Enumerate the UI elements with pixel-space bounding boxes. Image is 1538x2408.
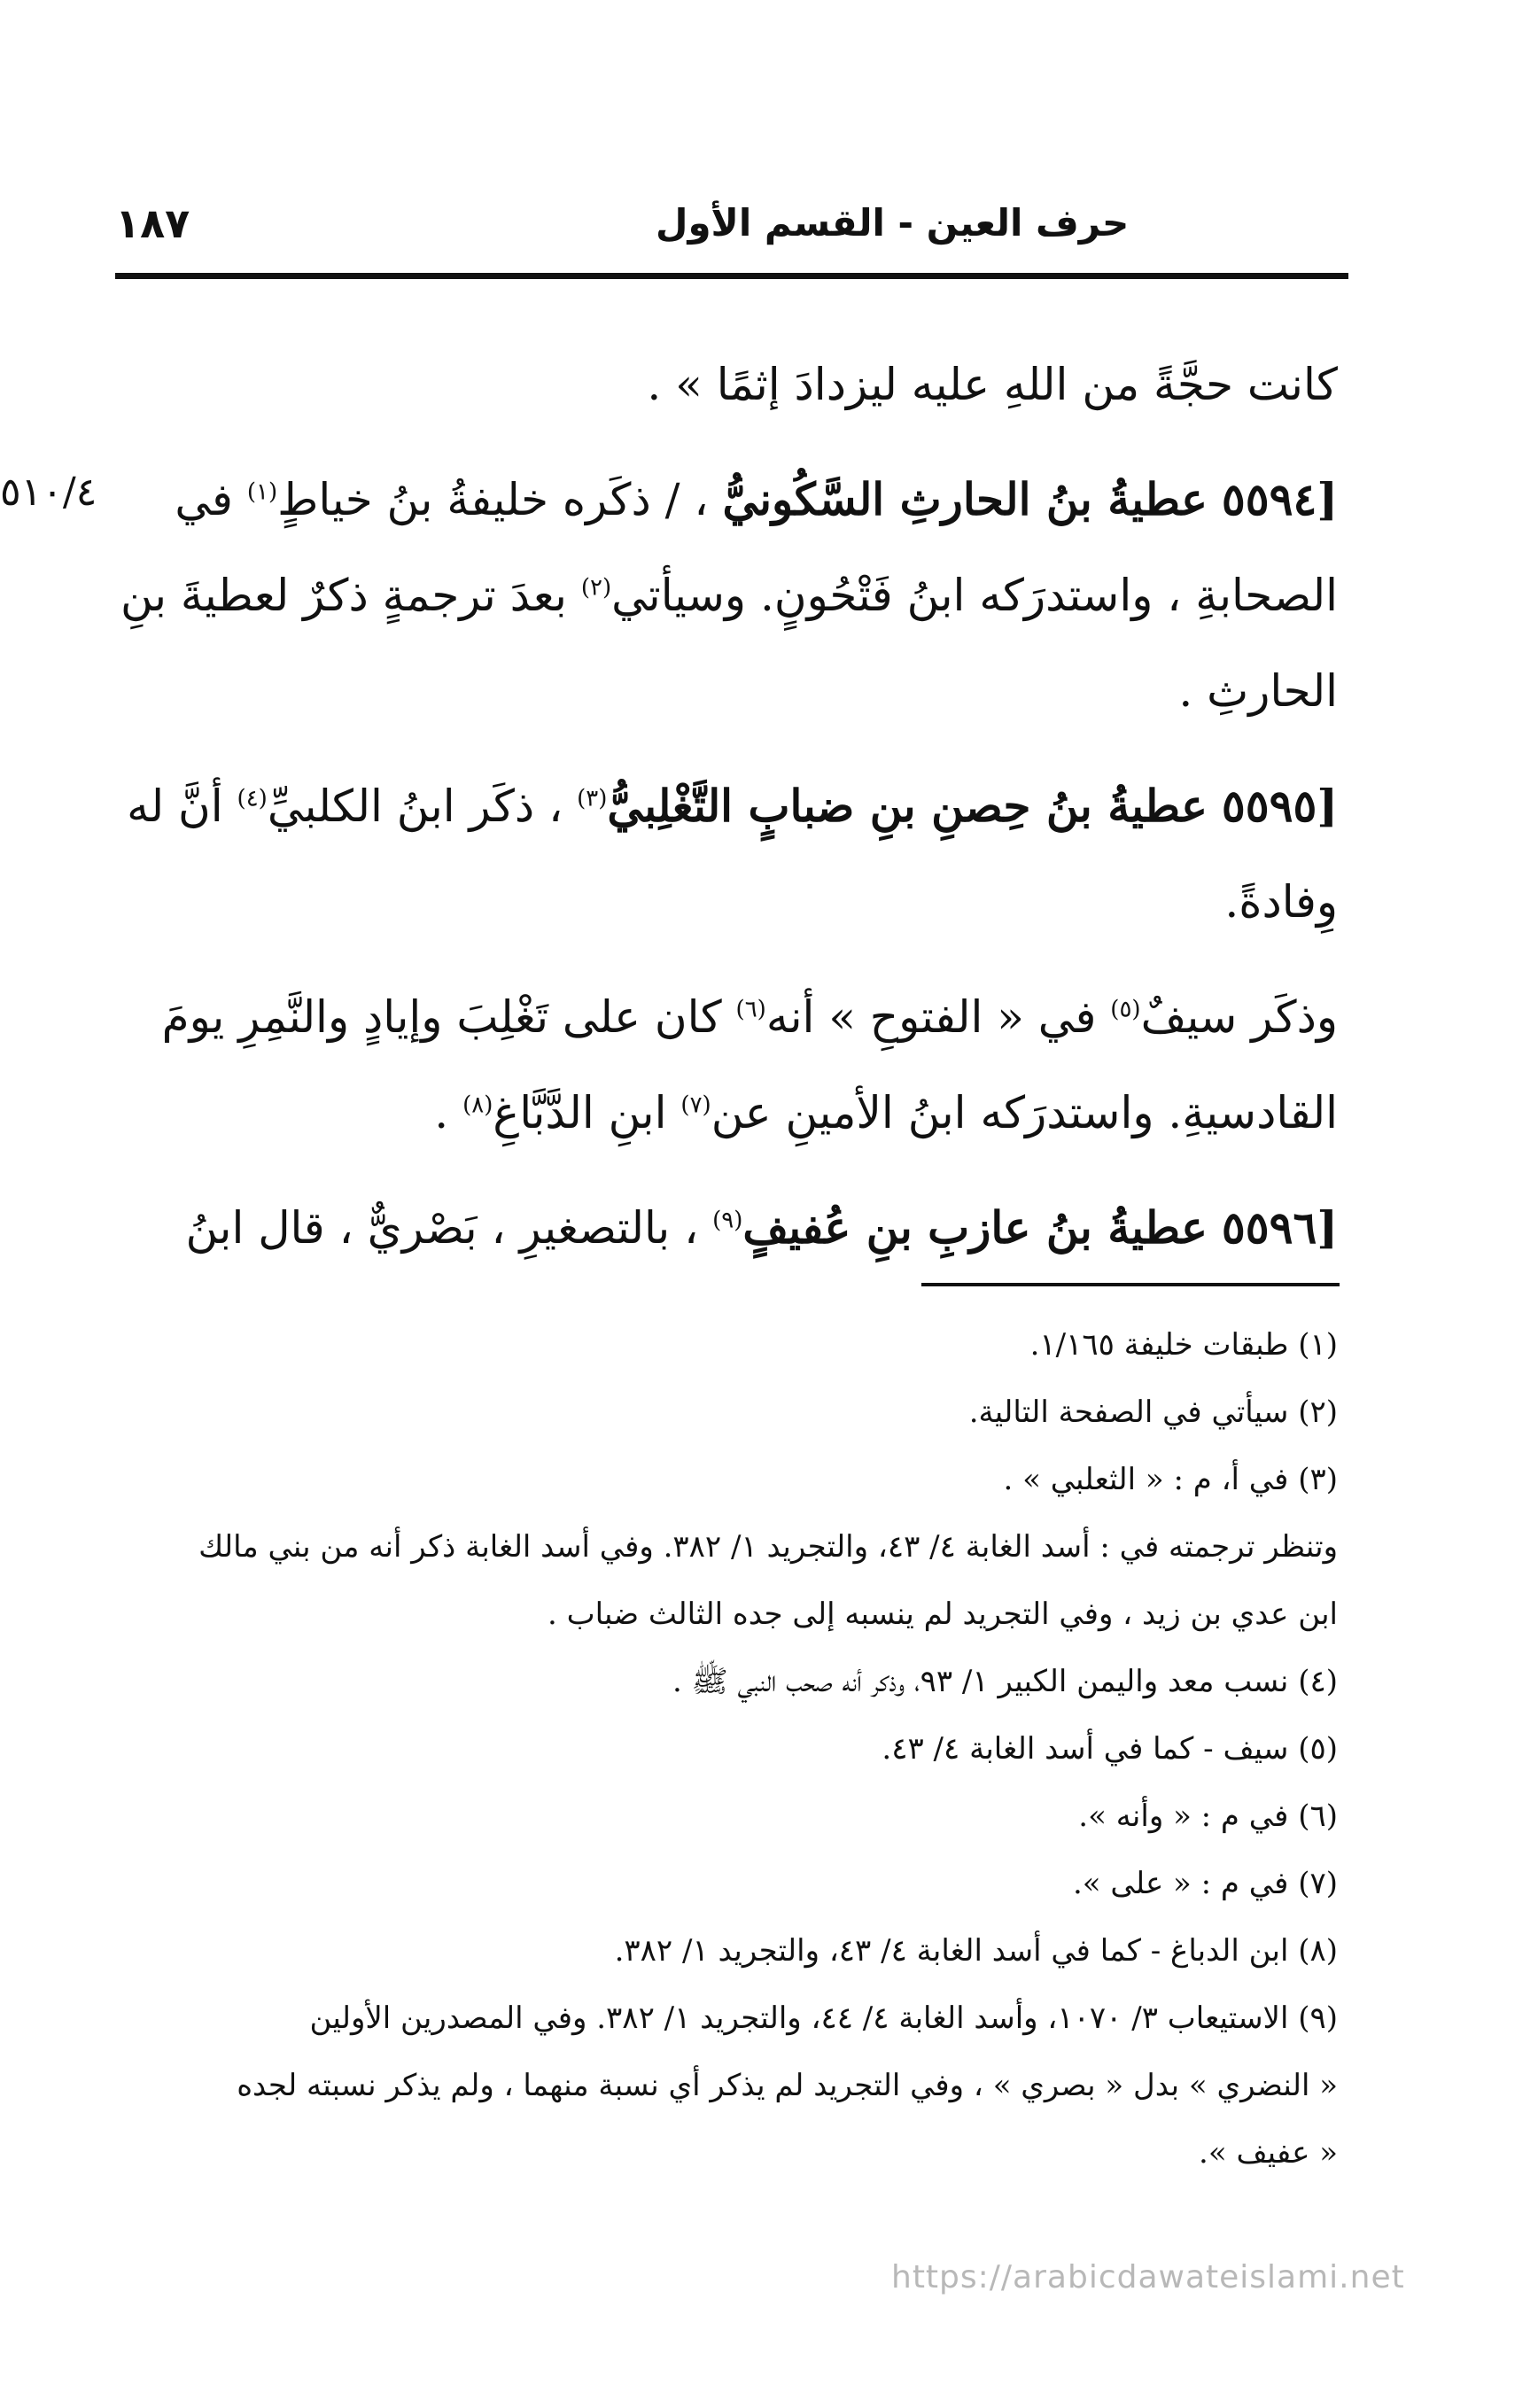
paragraph-line-1: وذكَر سيفٌ$^{(٥)}$ في « الفتوحِ » أنه$^{(٦)}$ كان على تَغْلِبَ وإيادٍ والنَّمِرِ يومَ (161, 991, 1338, 1043)
margin-reference: ٥١٠/٤ (0, 470, 97, 515)
footnote-3: (٣) في أ، م : « الثعلبي » . (1003, 1462, 1338, 1497)
footnote-5: (٥) سيف - كما في أسد الغابة ٤/ ٤٣. (882, 1731, 1338, 1767)
footnote-marker[interactable]: (٢) (580, 574, 612, 602)
entry-5594-line-1: [٥٥٩٤ عطيةُ بنُ الحارثِ السَّكُونيُّ ، / ذكَره خليفةُ بنُ خياطٍ$^{(١)}$ في (175, 473, 1338, 525)
page-header (115, 199, 1347, 252)
main-text (115, 337, 1338, 1276)
paragraph-line-2: القادسيةِ. واستدرَكه ابنُ الأمينِ عن$^{(٧)}$ ابنِ الدَّبَّاغِ$^{(٨)}$ . (434, 1087, 1338, 1138)
footnote-marker[interactable]: (٥) (1110, 996, 1141, 1023)
footnote-3-continued: وتنظر ترجمته في : أسد الغابة ٤/ ٤٣، والتجريد ١/ ٣٨٢. وفي أسد الغابة ذكر أنه من بني مالك (198, 1529, 1338, 1565)
footnote-9-continued: « النضري » بدل « بصري » ، وفي التجريد لم يذكر أي نسبة منهما ، ولم يذكر نسبته لجده (237, 2068, 1338, 2103)
footnote-marker[interactable]: (٦) (735, 996, 766, 1023)
entry-name: عطيةُ بنُ الحارثِ السَّكُونيُّ (722, 473, 1208, 525)
footnote-marker[interactable]: (٨) (462, 1091, 493, 1119)
footnote-separator (921, 1283, 1340, 1286)
entry-5594-line-3: الحارثِ . (1178, 665, 1338, 717)
entry-number: [٥٥٩٤ (1221, 473, 1338, 525)
footnote-3-continued: ابن عدي بن زيد ، وفي التجريد لم ينسبه إلى جده الثالث ضباب . (547, 1596, 1338, 1632)
watermark-url: https://arabicdawateislami.net (891, 2259, 1405, 2295)
entry-5595-line-1: [٥٥٩٥ عطيةُ بنُ حِصنِ بنِ ضبابٍ التَّغْلِبيُّ$^{(٣)}$ ، ذكَر ابنُ الكلبيِّ$^{(٤)}$ أنَّ له (127, 780, 1338, 832)
footnote-marker[interactable]: (٣) (577, 785, 608, 812)
footnote-marker[interactable]: (٤) (237, 785, 268, 812)
running-title: حرف العين - القسم الأول (656, 201, 1130, 245)
footnote-6: (٦) في م : « وأنه ». (1078, 1798, 1338, 1834)
entry-name: عطيةُ بنُ حِصنِ بنِ ضبابٍ التَّغْلِبيُّ (607, 780, 1208, 832)
page-number: ١٨٧ (115, 199, 190, 247)
entry-number: [٥٥٩٥ (1221, 780, 1338, 832)
footnote-1: (١) طبقات خليفة ١/١٦٥. (1029, 1327, 1338, 1363)
footnote-marker[interactable]: (٩) (712, 1207, 743, 1234)
header-rule (115, 273, 1348, 279)
footnote-9: (٩) الاستيعاب ٣/ ١٠٧٠، وأسد الغابة ٤/ ٤٤، والتجريد ١/ ٣٨٢. وفي المصدرين الأولين (309, 2000, 1338, 2036)
entry-number: [٥٥٩٦ (1221, 1201, 1338, 1254)
footnote-7: (٧) في م : « على ». (1072, 1866, 1338, 1901)
footnote-8: (٨) ابن الدباغ - كما في أسد الغابة ٤/ ٤٣، والتجريد ١/ ٣٨٢. (614, 1933, 1338, 1969)
footnotes (131, 1311, 1338, 2187)
footnote-marker[interactable]: (٧) (680, 1091, 711, 1119)
text-line: كانت حجَّةً من اللهِ عليه ليزدادَ إثمًا » . (647, 359, 1338, 410)
footnote-2: (٢) سيأتي في الصفحة التالية. (968, 1394, 1338, 1430)
footnote-9-continued: « عفيف ». (1199, 2135, 1338, 2171)
footnote-4: (٤) نسب معد واليمن الكبير ١/ ٩٣، وذكر أنه صحب النبي ﷺ . (672, 1664, 1338, 1699)
entry-5595-line-2: وِفادةً. (1224, 876, 1338, 928)
entry-name: عطيةُ بنُ عازبِ بنِ عُفيفٍ (742, 1201, 1208, 1254)
entry-5594-line-2: الصحابةِ ، واستدرَكه ابنُ فَتْحُونٍ. وسيأتي$^{(٢)}$ بعدَ ترجمةٍ ذكرٌ لعطيةَ بنِ (120, 570, 1338, 621)
footnote-marker[interactable]: (١) (246, 478, 278, 506)
entry-5596-line-1: [٥٥٩٦ عطيةُ بنُ عازبِ بنِ عُفيفٍ$^{(٩)}$ ، بالتصغيرِ ، بَصْريٌّ ، قال ابنُ (185, 1201, 1338, 1254)
